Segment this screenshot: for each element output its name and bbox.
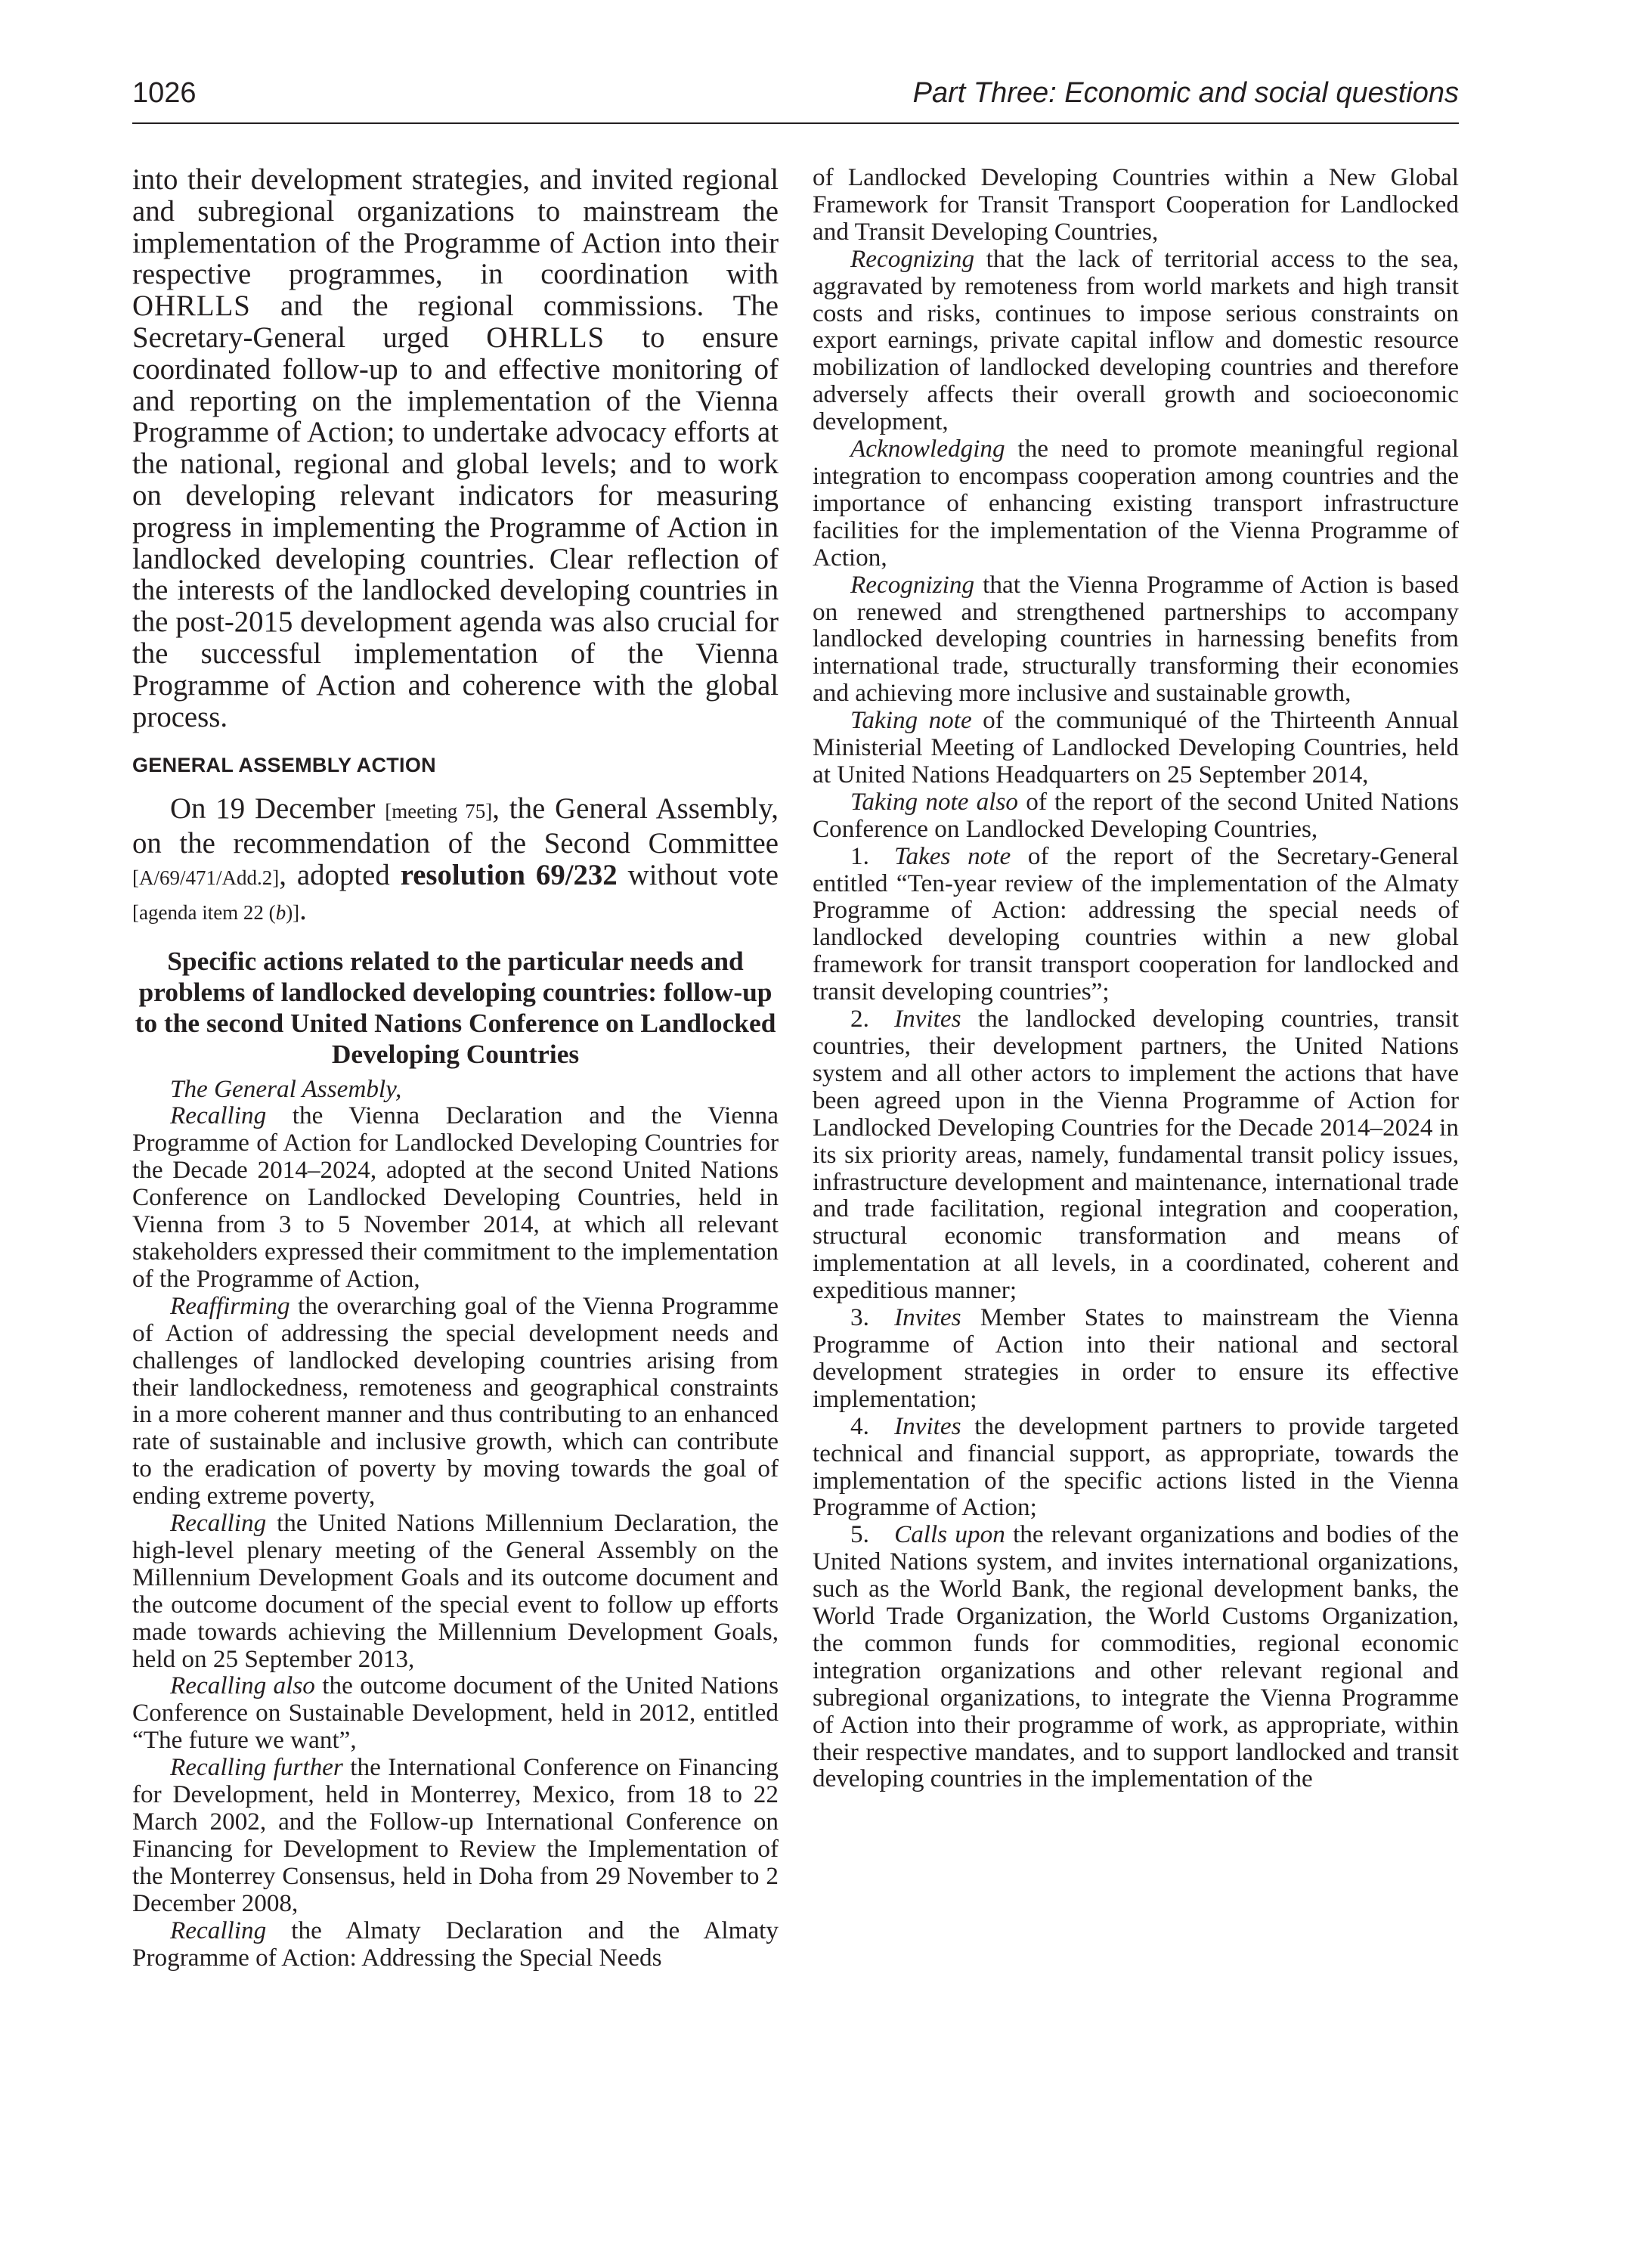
resolution-title: Specific actions related to the particular needs and problems of landlocked developing countries: follow-up to the second United Nations Conference on Landlocked Developing Countries	[135, 945, 776, 1069]
preamble-paragraph: Taking note also of the report of the second United Nations Conference on Landlocked Developing Countries,	[813, 787, 1459, 843]
preamble-paragraph: Recognizing that the lack of territorial access to the sea, aggravated by remoteness from world markets and high transit costs and risks, continues to impose serious constraints on export earnings, private capital inflow and domestic resource mobilization of landlocked developing countries and therefore adversely affects their overall growth and socioeconomic development,	[813, 244, 1459, 436]
operative-paragraph: 3. Invites Member States to mainstream the Vienna Programme of Action into their national and sectoral development strategies in order to ensure its effective implementation;	[813, 1303, 1459, 1413]
operative-paragraph: 4. Invites the development partners to provide targeted technical and financial support, as appropriate, towards the implementation of the specific actions listed in the Vienna Programme of Action;	[813, 1411, 1459, 1522]
preamble-paragraph: Recalling the Vienna Declaration and the Vienna Programme of Action for Landlocked Developing Countries for the Decade 2014–2024, adopted at the second United Nations Conference on Landlocked Developing Countries, held in Vienna from 3 to 5 November 2014, at which all relevant stakeholders expressed their commitment to the implementation of the Programme of Action,	[132, 1101, 779, 1293]
left-column	[132, 164, 779, 2175]
ohrlls-abbr: OHRLLS	[486, 321, 605, 354]
preamble-paragraph: Recalling the United Nations Millennium Declaration, the high-level plenary meeting of the General Assembly on the Millennium Development Goals and its outcome document and the outcome document of the special event to follow up efforts made towards achieving the Millennium Development Goals, held on 25 September 2013,	[132, 1509, 779, 1673]
page-number: 1026	[132, 77, 197, 109]
section-heading: GENERAL ASSEMBLY ACTION	[132, 754, 436, 777]
preamble-paragraph: Recognizing that the Vienna Programme of Action is based on renewed and strengthened partnerships to accompany landlocked developing countries in harnessing benefits from international trade, structurally transforming their economies and achieving more inclusive and sustainable growth,	[813, 570, 1459, 708]
operative-paragraph: 1. Takes note of the report of the Secretary-General entitled “Ten-year review of the implementation of the Almaty Programme of Action: addressing the special needs of landlocked developing countries within a new global framework for transit transport cooperation for landlocked and transit developing countries”;	[813, 841, 1459, 1006]
preamble-paragraph: Acknowledging the need to promote meaningful regional integration to encompass cooperation among countries and the importance of enhancing existing transport infrastructure facilities for the implementation of the Vienna Programme of Action,	[813, 435, 1459, 572]
preamble-paragraph: Recalling also the outcome document of the United Nations Conference on Sustainable Development, held in 2012, entitled “The future we want”,	[132, 1672, 779, 1755]
agenda-ref: [agenda item 22 (b)]	[132, 900, 300, 924]
preamble-paragraph: Reaffirming the overarching goal of the Vienna Programme of Action of addressing the special development needs and challenges of landlocked developing countries arising from their landlockedness, remoteness and geographical constraints in a more coherent manner and thus contributing to an enhanced rate of sustainable and inclusive growth, which can contribute to the eradication of poverty by moving towards the goal of ending extreme poverty,	[132, 1291, 779, 1510]
preamble-paragraph: Recalling the Almaty Declaration and the Almaty Programme of Action: Addressing the Special Needs	[132, 1916, 779, 1972]
action-paragraph: On 19 December [meeting 75], the General Assembly, on the recommendation of the Second Committee [A/69/471/Add.2], adopted resolution 69/232 without vote [agenda item 22 (b)].	[132, 792, 779, 926]
ohrlls-abbr: OHRLLS	[132, 290, 251, 323]
operative-paragraph: 5. Calls upon the relevant organizations and bodies of the United Nations system, and invites international organizations, such as the World Bank, the regional development banks, the World Trade Organization, the World Customs Organization, the common funds for commodities, regional economic integration organizations and other relevant regional and subregional organizations, to integrate the Vienna Programme of Action into their programme of work, as appropriate, within their respective mandates, and to support landlocked and transit developing countries in the implementation of the	[813, 1520, 1459, 1793]
meeting-ref: [meeting 75]	[385, 800, 493, 823]
preamble-paragraph: Taking note of the communiqué of the Thirteenth Annual Ministerial Meeting of Landlocked Developing Countries, held at United Nations Headquarters on 25 September 2014,	[813, 706, 1459, 789]
general-assembly-line: The General Assembly,	[170, 1074, 402, 1103]
document-ref: [A/69/471/Add.2]	[132, 866, 280, 889]
intro-paragraph: into their development strategies, and invited regional and subregional organizations to mainstream the implementation of the Programme of Action into their respective programmes, in coordination with OHRLLS and the regional commissions. The Secretary-General urged OHRLLS to ensure coordinated follow-up to and effective monitoring of and reporting on the implementation of the Vienna Programme of Action; to undertake advocacy efforts at the national, regional and global levels; and to work on developing relevant indicators for measuring progress in implementing the Programme of Action in landlocked developing countries. Clear reflection of the interests of the landlocked developing countries in the post-2015 development agenda was also crucial for the successful implementation of the Vienna Programme of Action and coherence with the global process.	[132, 164, 779, 733]
right-column	[813, 164, 1459, 2175]
preamble-paragraph: Recalling further the International Conference on Financing for Development, held in Monterrey, Mexico, from 18 to 22 March 2002, and the Follow-up International Conference on Financing for Development to Review the Implementation of the Monterrey Consensus, held in Doha from 29 November to 2 December 2008,	[132, 1753, 779, 1917]
operative-paragraph: 2. Invites the landlocked developing countries, transit countries, their development partners, the United Nations system and all other actors to implement the actions that have been agreed upon in the Vienna Programme of Action for Landlocked Developing Countries for the Decade 2014–2024 in its six priority areas, namely, fundamental transit policy issues, infrastructure development and maintenance, international trade and trade facilitation, regional integration and cooperation, structural economic transformation and means of implementation at all levels, in a coordinated, coherent and expeditious manner;	[813, 1005, 1459, 1305]
running-head: Part Three: Economic and social questions	[912, 77, 1459, 109]
page-header	[132, 74, 1459, 124]
continuation-paragraph: of Landlocked Developing Countries within a New Global Framework for Transit Transport Cooperation for Landlocked and Transit Developing Countries,	[813, 164, 1459, 246]
resolution-ref: resolution 69/232	[400, 858, 618, 891]
